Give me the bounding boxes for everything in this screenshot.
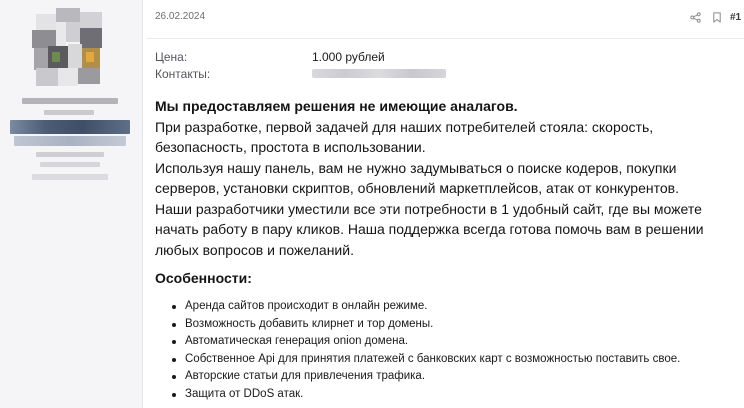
username-placeholder[interactable] [22,98,118,104]
share-icon [690,12,701,23]
list-item: Аренда сайтов происходит в онлайн режиме. [185,298,744,316]
list-item: Защита от DDoS атак. [185,386,744,404]
post-actions [684,8,744,26]
post-number[interactable]: #1 [730,11,742,23]
user-rank-band [10,120,130,134]
price-label: Цена: [155,50,188,64]
contacts-label: Контакты: [155,67,211,81]
bookmark-icon [712,12,722,23]
list-item: Собственное Api для принятия платежей с банковских карт с возможностью поставить свое. [185,351,744,369]
features-list [155,298,744,403]
share-button[interactable] [684,8,706,26]
avatar[interactable] [28,8,108,88]
list-item: Авторские статьи для привлечения трафика. [185,368,744,386]
user-stat-placeholder [40,162,100,167]
post-paragraph: При разработке, первой задачей для наших потребителей стояла: скорость, безопасность, простота в использовании. [155,118,654,155]
post-body [155,96,740,260]
post-paragraph: Наши разработчики уместили все эти потребности в 1 удобный сайт, где вы можете начать работу в пару кликов. Наша поддержка всегда готова помочь вам в решении любых вопросов и пожеланий. [155,200,704,258]
post-date[interactable]: 26.02.2024 [155,11,206,22]
user-stat-placeholder [36,152,104,157]
contacts-value-redacted [312,69,446,78]
user-rank-band-light [14,136,126,146]
user-title-placeholder [44,110,94,115]
bookmark-button[interactable] [706,8,728,26]
post-paragraph: Используя нашу панель, вам не нужно задумываться о поиске кодеров, покупки серверов, установки скриптов, обновлений маркетплейсов, атак от конкурентов. [155,159,679,196]
user-stat-placeholder [32,174,108,180]
header-divider [146,38,744,39]
list-item: Возможность добавить клирнет и тор домены. [185,316,744,334]
post-headline: Мы предоставляем решения не имеющие аналагов. [155,98,518,114]
user-sidebar [0,0,143,408]
price-value: 1.000 рублей [312,50,385,64]
features-title: Особенности: [155,270,252,286]
list-item: Автоматическая генерация onion домена. [185,333,744,351]
